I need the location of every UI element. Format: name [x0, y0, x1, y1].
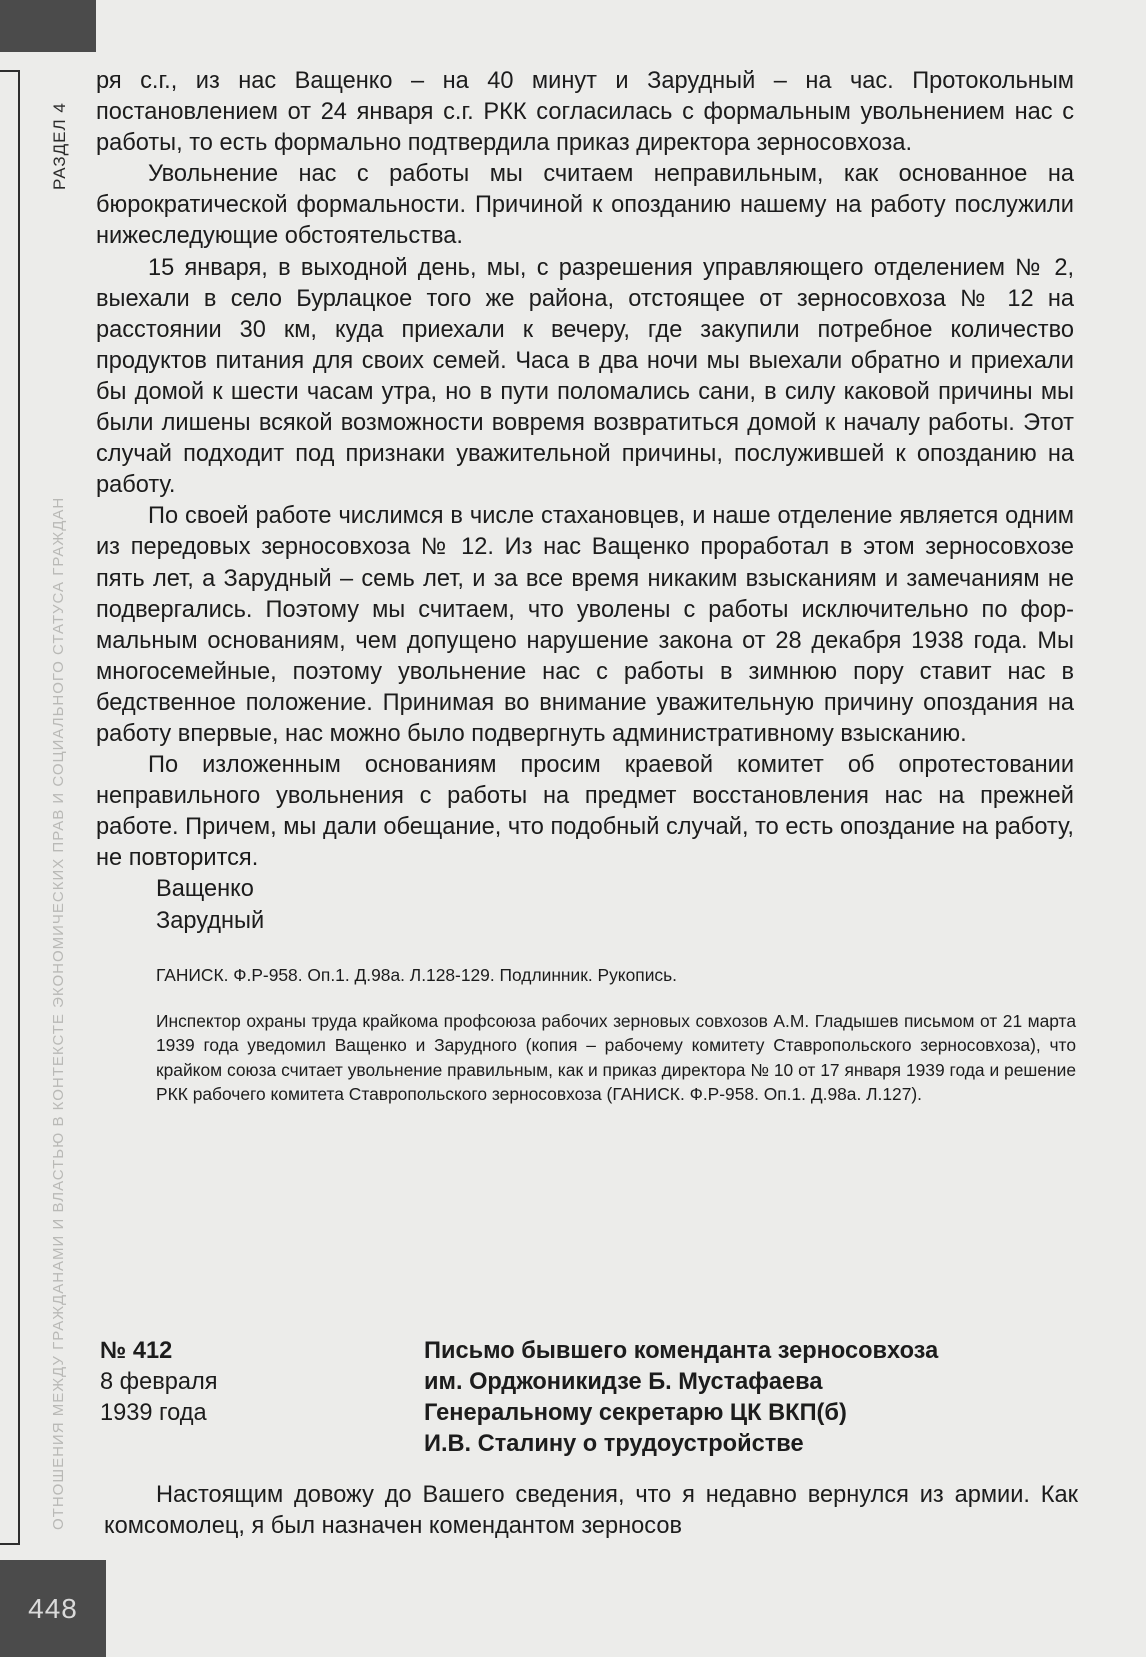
letter-body — [104, 1480, 1078, 1542]
title-line: Письмо бывшего коменданта зерносовхоза — [424, 1338, 939, 1364]
paragraph: ря с.г., из нас Ващенко – на 40 минут и Зарудный – на час. Протокольным постановлением от 24 января с.г. РКК согласилась с формальным увольнением нас с работы, то есть формально подтвердила приказ директора зерносовхоза. — [96, 68, 1074, 157]
document-header — [100, 1336, 1078, 1457]
side-frame — [0, 70, 20, 1545]
paragraph: 15 января, в выходной день, мы, с разрешения управляющего отделением № 2, выехали в село Бурлацкое того же района, отстоящее от зерносовхоза № 12 на расстоянии 30 км, куда приехали к вечеру, где закупили потребное количество продуктов питания для своих семей. Часа в два ночи мы выехали обратно и приехали бы домой к шести часам утра, но в пути поломались сани, в силу каковой причины мы были лишены всякой возможности вовремя возвратиться домой к началу работы. Этот случай подходит под признаки уважительной причины, послужившей к опозданию на работу. — [96, 254, 1074, 499]
document-year: 1939 года — [100, 1400, 207, 1426]
paragraph: По своей работе числимся в числе стахановцев, и наше отделение является одним из передовых зерносовхоза № 12. Из нас Ващенко проработал в этом зерносовхозе пять лет, а Зарудный – семь лет, и за все время никаким взысканиям и замечаниям не подвергались. Поэтому мы считаем, что уволены с работы исключительно по формальным основаниям, чем допущено нарушение закона от 28 декабря 1938 года. Мы многосемейные, поэтому увольнение нас с работы в зимнюю пору ставит нас в бедственное положение. Принимая во внимание уважительную причину опоздания на работу впервые, нас можно было подвергнуть административному взысканию. — [96, 503, 1074, 747]
archive-source: ГАНИСК. Ф.Р-958. Оп.1. Д.98а. Л.128-129. Подлинник. Рукопись. — [156, 964, 677, 985]
sidebar — [48, 70, 74, 1530]
document-number: № 412 — [100, 1338, 173, 1364]
document-date: 8 февраля — [100, 1369, 218, 1395]
signature: Зарудный — [156, 907, 265, 934]
running-title: ОТНОШЕНИЯ МЕЖДУ ГРАЖДАНАМИ И ВЛАСТЬЮ В КОНТЕКСТЕ ЭКОНОМИЧЕСКИХ ПРАВ И СОЦИАЛЬНОГО СТАТУСА ГРАЖДАН — [50, 496, 67, 1530]
letter-paragraph: Настоящим довожу до Вашего сведения, что я недавно вернулся из армии. Как комсомолец, я был назначен комендантом зерносов — [104, 1482, 1078, 1540]
paragraph: Увольнение нас с работы мы считаем неправильным, как основанное на бюрократической формальности. Причиной к опозданию нашему на работу послужили нижеследующие обстоятельства. — [96, 161, 1074, 250]
document-meta — [100, 1336, 400, 1429]
title-line: И.В. Сталину о трудоустройстве — [424, 1431, 804, 1457]
paragraph: По изложенным основаниям просим краевой комитет об опротестовании неправильного увольнения с работы на предмет восстановления нас на прежней работе. Причем, мы дали обещание, что подобный случай, то есть опоздание на работу, не повторится. — [96, 752, 1074, 872]
main-text — [96, 66, 1074, 1107]
title-line: им. Орджоникидзе Б. Мустафаева — [424, 1369, 823, 1395]
signature: Ващенко — [156, 876, 254, 903]
page-number-box — [0, 1560, 106, 1657]
page-number: 448 — [28, 1592, 78, 1624]
editorial-note: Инспектор охраны труда крайкома профсоюза рабочих зерновых совхозов А.М. Гладышев письмом от 21 марта 1939 года уведомил Ващенко и Зарудного (копия – рабочему комитету Ставропольского зерносовхоза), что крайком союза считает увольнение правильным, как и приказ директора № 10 от 17 января 1939 года и решение РКК рабочего комитета Ставропольского зерносовхоза (ГАНИСК. Ф.Р-958. Оп.1. Д.98а. Л.127). — [156, 1010, 1076, 1105]
section-label: РАЗДЕЛ 4 — [50, 102, 69, 190]
title-line: Генеральному секретарю ЦК ВКП(б) — [424, 1400, 847, 1426]
corner-tab — [0, 0, 96, 52]
document-title — [424, 1336, 1084, 1460]
